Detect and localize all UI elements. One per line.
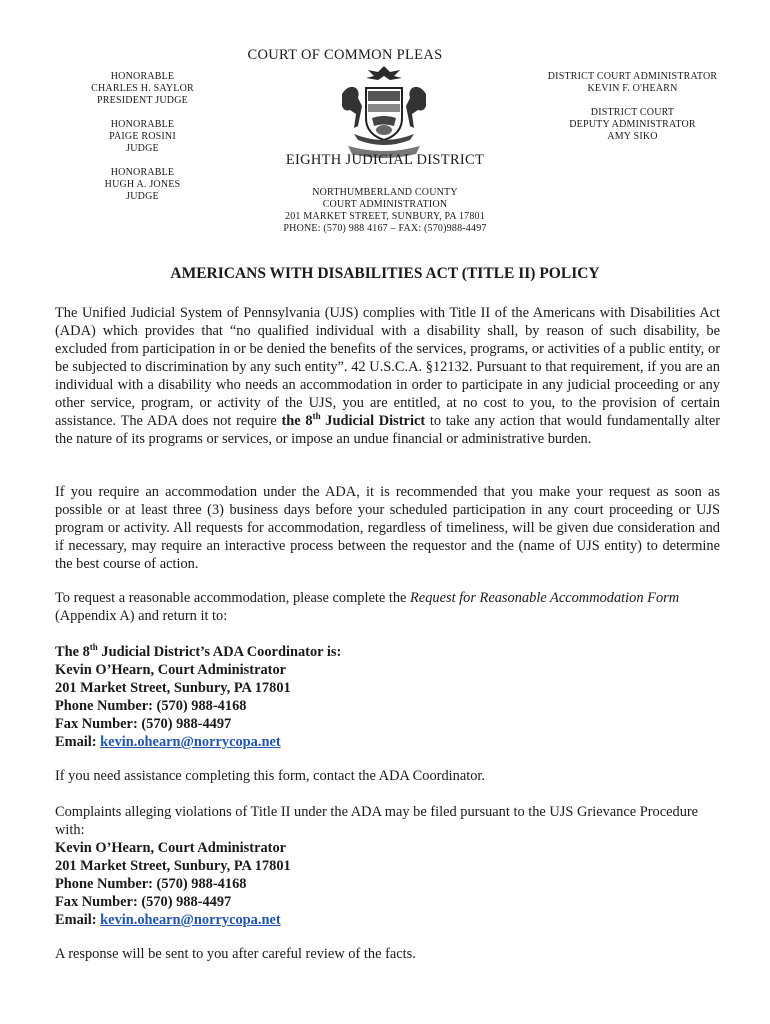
district-title: EIGHTH JUDICIAL DISTRICT (285, 152, 485, 168)
policy-paragraph-5: Complaints alleging violations of Title II under the ADA may be filed pursuant to the UJS Grievance Procedure with: Kevin O’Hearn, Court Administrator 201 Market Street, Sunbury, PA 17801 Phone Number: (570) 988-4168 Fax Number: (570) 988-4497 Email: kevin.ohearn@norrycopa.net (55, 803, 720, 929)
coordinator-block (55, 643, 720, 751)
court-title: COURT OF COMMON PLEAS (247, 47, 443, 63)
policy-paragraph-2: If you require an accommodation under the ADA, it is recommended that you make your request as soon as possible or at least three (3) business days before your scheduled participation in any court proceeding or UJS program or activity. All requests for accommodation, regardless of timeliness, will be given due consideration and if necessary, may require an interactive process between the requestor and the (name of UJS entity) to determine the best course of action. (55, 484, 720, 572)
coordinator-email-link[interactable]: kevin.ohearn@norrycopa.net (100, 734, 281, 750)
policy-paragraph-3: To request a reasonable accommodation, please complete the Request for Reasonable Accommodation Form (Appendix A) and return it to: (55, 590, 680, 624)
court-administrator: DISTRICT COURT ADMINISTRATOR KEVIN F. O'HEARN (547, 71, 718, 94)
coordinator-address: 201 Market Street, Sunbury, PA 17801 (55, 680, 291, 696)
grievance-email-link[interactable]: kevin.ohearn@norrycopa.net (100, 912, 281, 928)
coordinator-email-line: Email: kevin.ohearn@norrycopa.net (55, 734, 281, 750)
grievance-address: 201 Market Street, Sunbury, PA 17801 (55, 858, 291, 874)
judge-saylor: HONORABLE CHARLES H. SAYLOR PRESIDENT JUDGE (91, 71, 194, 106)
district-emphasis: the 8th Judicial District (281, 411, 426, 429)
pennsylvania-coat-of-arms-icon (334, 64, 434, 160)
judge-jones: HONORABLE HUGH A. JONES JUDGE (104, 167, 181, 202)
form-name: Request for Reasonable Accommodation Form (410, 590, 680, 606)
grievance-fax: Fax Number: (570) 988-4497 (55, 894, 232, 910)
court-address-block: NORTHUMBERLAND COUNTY COURT ADMINISTRATION 201 MARKET STREET, SUNBURY, PA 17801 PHONE: (570) 988 4167 – FAX: (570)988-4497 (283, 187, 487, 234)
grievance-email-line: Email: kevin.ohearn@norrycopa.net (55, 912, 281, 928)
coordinator-name: Kevin O’Hearn, Court Administrator (55, 662, 287, 678)
coordinator-fax: Fax Number: (570) 988-4497 (55, 716, 232, 732)
policy-paragraph-6: A response will be sent to you after careful review of the facts. (55, 946, 416, 962)
coordinator-phone: Phone Number: (570) 988-4168 (55, 698, 247, 714)
policy-paragraph-4: If you need assistance completing this form, contact the ADA Coordinator. (55, 768, 486, 784)
deputy-administrator: DISTRICT COURT DEPUTY ADMINISTRATOR AMY SIKO (569, 107, 696, 142)
grievance-name: Kevin O’Hearn, Court Administrator (55, 840, 287, 856)
policy-paragraph-1: The Unified Judicial System of Pennsylvania (UJS) complies with Title II of the Americans with Disabilities Act (ADA) which provides that “no qualified individual with a disability shall, by reason of such disability, be excluded from participation in or be denied the benefits of the services, programs, or activities of a public entity, or be subjected to discrimination by any such entity”. 42 U.S.C.A. §12132. Pursuant to that requirement, if you are an individual with a disability who needs an accommodation in order to participate in any judicial proceeding or any other service, program, or activity of the UJS, you are entitled, at no cost to you, to the provision of certain assistance. The ADA does not require the 8th Judicial District to take any action that would fundamentally alter the nature of its programs or services, or impose an undue financial or administrative burden. (55, 305, 720, 447)
coordinator-heading: The 8th Judicial District’s ADA Coordinator is: (55, 642, 342, 660)
policy-title: AMERICANS WITH DISABILITIES ACT (TITLE II) POLICY (170, 265, 600, 282)
grievance-block (55, 839, 720, 929)
judge-rosini: HONORABLE PAIGE ROSINI JUDGE (109, 119, 176, 154)
grievance-phone: Phone Number: (570) 988-4168 (55, 876, 247, 892)
